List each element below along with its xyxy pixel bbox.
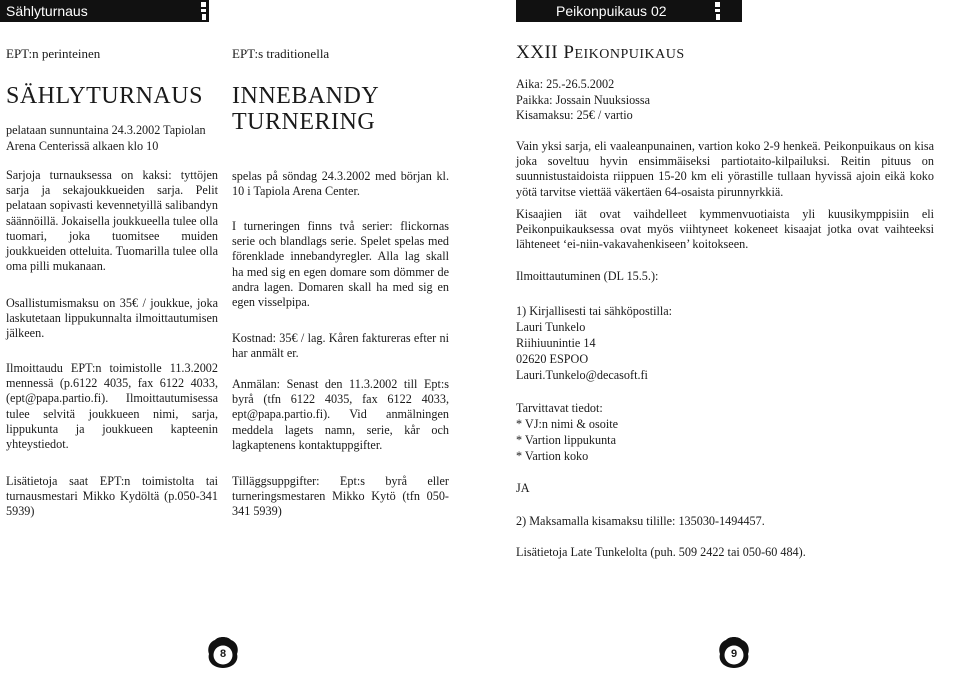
description-paragraph: Vain yksi sarja, eli vaaleanpunainen, vartion koko 2-9 henkeä. Peikonpuikaus on kisa joka soveltuu hyvin ensimmäiseksi partiotaito-kilpailuksi. Reitin pituus on suunnistustaidoista riippuen 15-20 km eli yörastille tullaan hyvissä ajoin eikä koko yötä tarvitse viettää väkertäen 64-osaista pirunnyrkkiä. bbox=[516, 139, 934, 199]
event-title-number: XXII bbox=[516, 42, 559, 63]
and-separator: JA bbox=[516, 481, 530, 495]
event-time: Aika: 25.-26.5.2002 bbox=[516, 77, 615, 91]
rules-paragraph: I turneringen finns två serier: flickornas serie och blandlags serie. Spelet spelas med förenklade innebandyregler. Alla lag skall ha med sig en egen domare som dömmer de andra lagen. Domaren skall ha med sig en egen visselpipa. bbox=[232, 219, 449, 310]
left-page-header bbox=[0, 0, 209, 22]
event-title-rest: EIKONPUIKAUS bbox=[574, 47, 685, 62]
participants-paragraph: Kisaajien iät ovat vaihdelleet kymmenvuotiaista yli kuusikymppisiin eli Peikonpuikauksessa ovat myös viihtyneet kokeneet kisaajat jotka ovat vaihteeksi lähteneet ‘ei-niin-vakavahenkiseen’ koitokseen. bbox=[516, 207, 934, 252]
column-kicker: EPT:n perinteinen bbox=[6, 46, 101, 61]
event-place: Paikka: Jossain Nuuksiossa bbox=[516, 93, 651, 107]
right-page-header bbox=[516, 0, 742, 22]
article-subtitle-line2: Arena Centerissä alkaen klo 10 bbox=[6, 139, 159, 153]
registration-paragraph: Ilmoittaudu EPT:n toimistolle 11.3.2002 mennessä (p.6122 4035, fax 6122 4033, (ept@papa.partio.fi). Ilmoittautumisessa tulee selvitä joukkueen nimi, sarja, lippukunta ja joukkueen kapteenin yhteystiedot. bbox=[6, 361, 218, 452]
right-page-number bbox=[717, 636, 751, 670]
article-title-line2: TURNERING bbox=[232, 109, 376, 135]
header-ornament-icon bbox=[199, 0, 209, 22]
info-paragraph: Tilläggsuppgifter: Ept:s byrå eller turneringsmestaren Mikko Kytö (tfn 050-341 5939) bbox=[232, 474, 449, 519]
contact-email[interactable]: Lauri.Tunkelo@decasoft.fi bbox=[516, 368, 648, 382]
column-kicker: EPT:s traditionella bbox=[232, 46, 330, 61]
required-info-item: * VJ:n nimi & osoite bbox=[516, 417, 619, 431]
left-page-number bbox=[206, 636, 240, 670]
registration-option-1: 1) Kirjallisesti tai sähköpostilla: bbox=[516, 304, 673, 318]
registration-paragraph: Anmälan: Senast den 11.3.2002 till Ept:s byrå (tfn 6122 4035, fax 6122 4033, ept@papa.partio.fi). Vid anmälningen meddela lagets namn, serie, kår och lagkaptenens kontaktuppgifter. bbox=[232, 377, 449, 452]
required-info-heading: Tarvittavat tiedot: bbox=[516, 401, 603, 415]
registration-option-2: 2) Maksamalla kisamaksu tilille: 135030-1494457. bbox=[516, 514, 765, 528]
registration-heading: Ilmoittautuminen (DL 15.5.): bbox=[516, 269, 659, 283]
page-number-text: 9 bbox=[730, 648, 738, 660]
right-header-title: Peikonpuikaus 02 bbox=[556, 3, 667, 19]
article-title-line1: INNEBANDY bbox=[232, 83, 380, 109]
contact-name: Lauri Tunkelo bbox=[516, 320, 586, 334]
page-number-text: 8 bbox=[219, 648, 227, 660]
start-paragraph: spelas på söndag 24.3.2002 med början kl. 10 i Tapiola Arena Center. bbox=[232, 169, 449, 199]
article-title: SÄHLYTURNAUS bbox=[6, 83, 203, 109]
event-title bbox=[516, 42, 685, 64]
rules-paragraph: Sarjoja turnauksessa on kaksi: tyttöjen sarja ja sekajoukkueiden sarja. Pelit pelataan sopivasti kevennetyillä salibandyn säännöillä. Jokaisella joukkueella tulee olla tuomari, joka tuomitsee muiden joukkueiden otteluita. Tuomarilla tulee olla oma pilli mukanaan. bbox=[6, 168, 218, 274]
required-info-item: * Vartion koko bbox=[516, 449, 589, 463]
article-subtitle-line1: pelataan sunnuntaina 24.3.2002 Tapiolan bbox=[6, 123, 206, 137]
fee-paragraph: Kostnad: 35€ / lag. Kåren faktureras efter ni har anmält er. bbox=[232, 331, 449, 361]
contact-street: Riihiuunintie 14 bbox=[516, 336, 596, 350]
left-header-title: Sählyturnaus bbox=[6, 3, 88, 19]
info-paragraph: Lisätietoja saat EPT:n toimistolta tai turnausmestari Mikko Kydöltä (p.050-341 5939) bbox=[6, 474, 218, 519]
more-info-line: Lisätietoja Late Tunkelolta (puh. 509 2422 tai 050-60 484). bbox=[516, 545, 806, 559]
event-title-initial: P bbox=[563, 42, 575, 63]
fee-paragraph: Osallistumismaksu on 35€ / joukkue, joka laskutetaan lippukunnalta ilmoittautumisen jälkeen. bbox=[6, 296, 218, 341]
event-fee: Kisamaksu: 25€ / vartio bbox=[516, 108, 633, 122]
header-ornament-icon bbox=[713, 0, 723, 22]
contact-city: 02620 ESPOO bbox=[516, 352, 589, 366]
required-info-item: * Vartion lippukunta bbox=[516, 433, 616, 447]
